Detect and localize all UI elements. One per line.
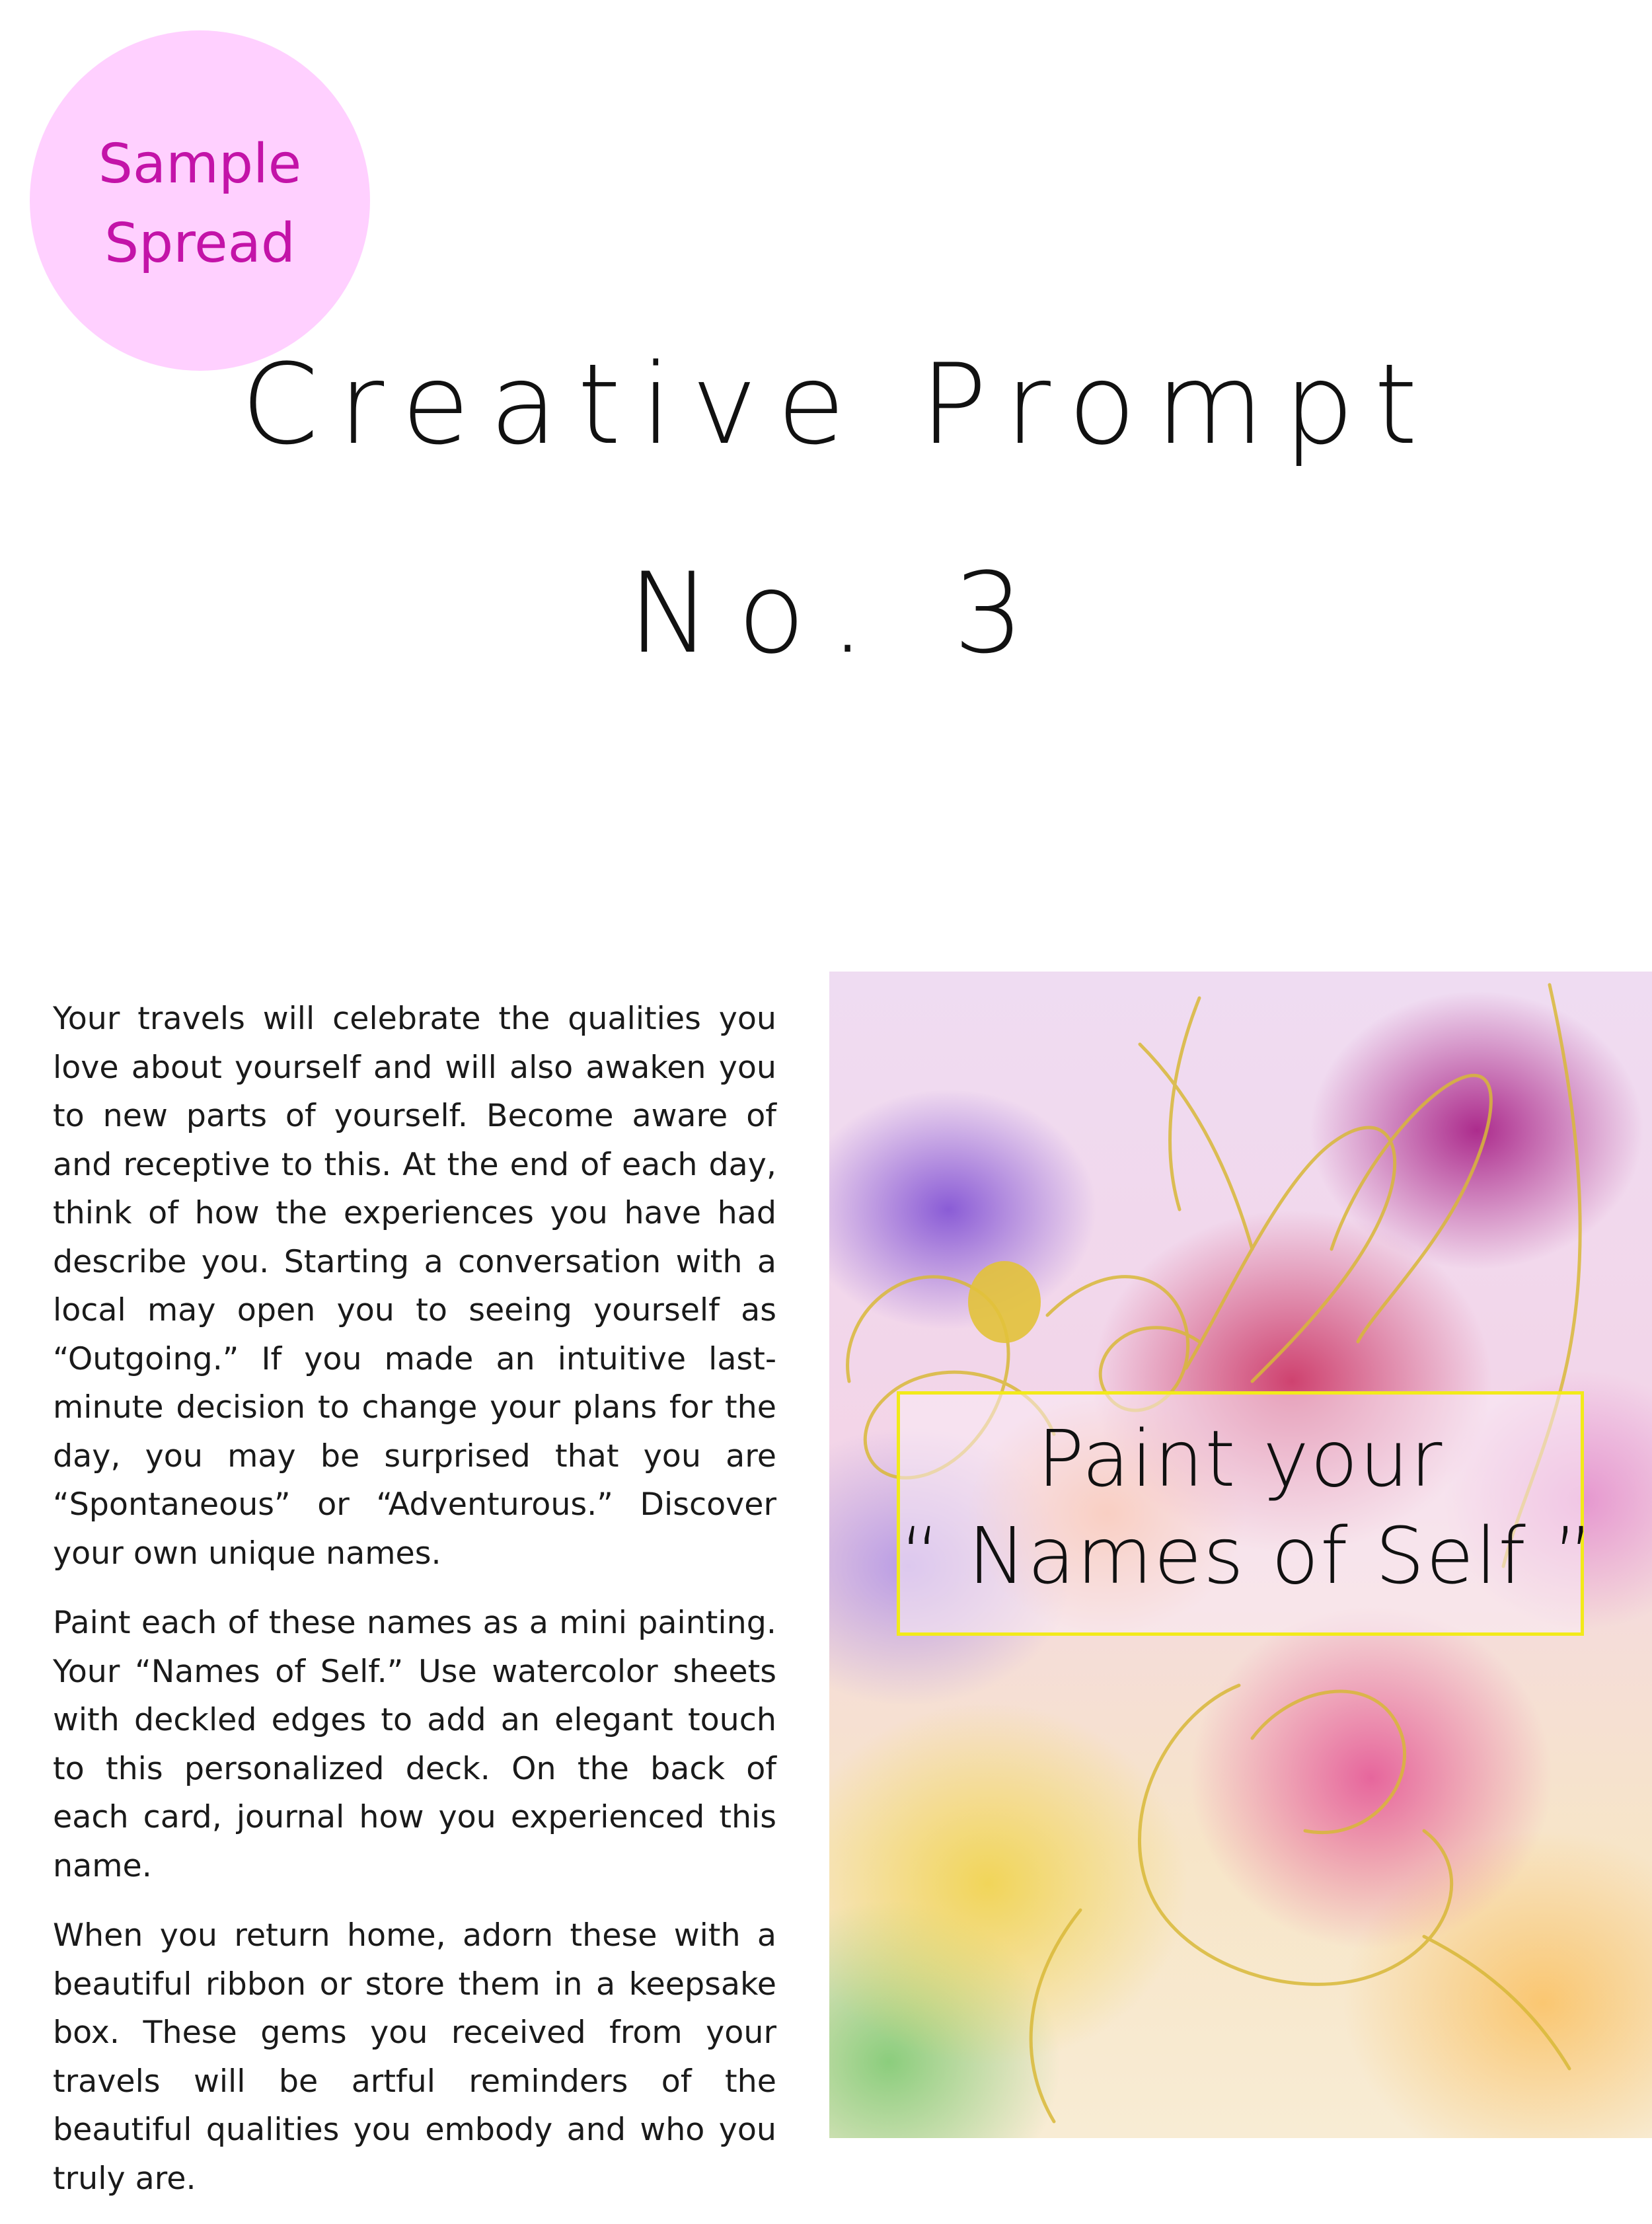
body-text: [53, 995, 776, 2224]
painting-caption-line-2: “ Names of Self ”: [900, 1510, 1595, 1601]
badge-line-2: Spread: [104, 212, 295, 275]
sample-spread-badge: [30, 30, 370, 371]
page-title: Creative Prompt: [241, 340, 1438, 469]
prompt-number: No. 3: [628, 549, 1051, 678]
watercolor-painting: [829, 972, 1652, 2138]
badge-line-1: Sample: [98, 133, 302, 196]
body-paragraph: Paint each of these names as a mini painting. Your “Names of Self.” Use watercolor sheets with deckled edges to add an elegant touch to this personalized deck. On the back of each card, journal how you experienced this name.: [53, 1605, 776, 1884]
painting-caption-line-1: Paint your: [1037, 1413, 1444, 1504]
names-of-self-frame: [897, 1391, 1595, 1636]
body-paragraph: Your travels will celebrate the qualities you love about yourself and will also awaken you to new parts of yourself. Become aware of and receptive to this. At the end of each day, think of how the experiences you have had describe you. Starting a conversation with a local may open you to seeing yourself as “Outgoing.” If you made an intuitive last-minute decision to change your plans for the day, you may be surprised that you are “Spontaneous” or “Adventurous.” Discover your own unique names.: [53, 1001, 776, 1572]
body-paragraph: When you return home, adorn these with a beautiful ribbon or store them in a keepsake box. These gems you received from your travels will be artful reminders of the beautiful qualities you embody and who you truly are.: [53, 1917, 776, 2197]
